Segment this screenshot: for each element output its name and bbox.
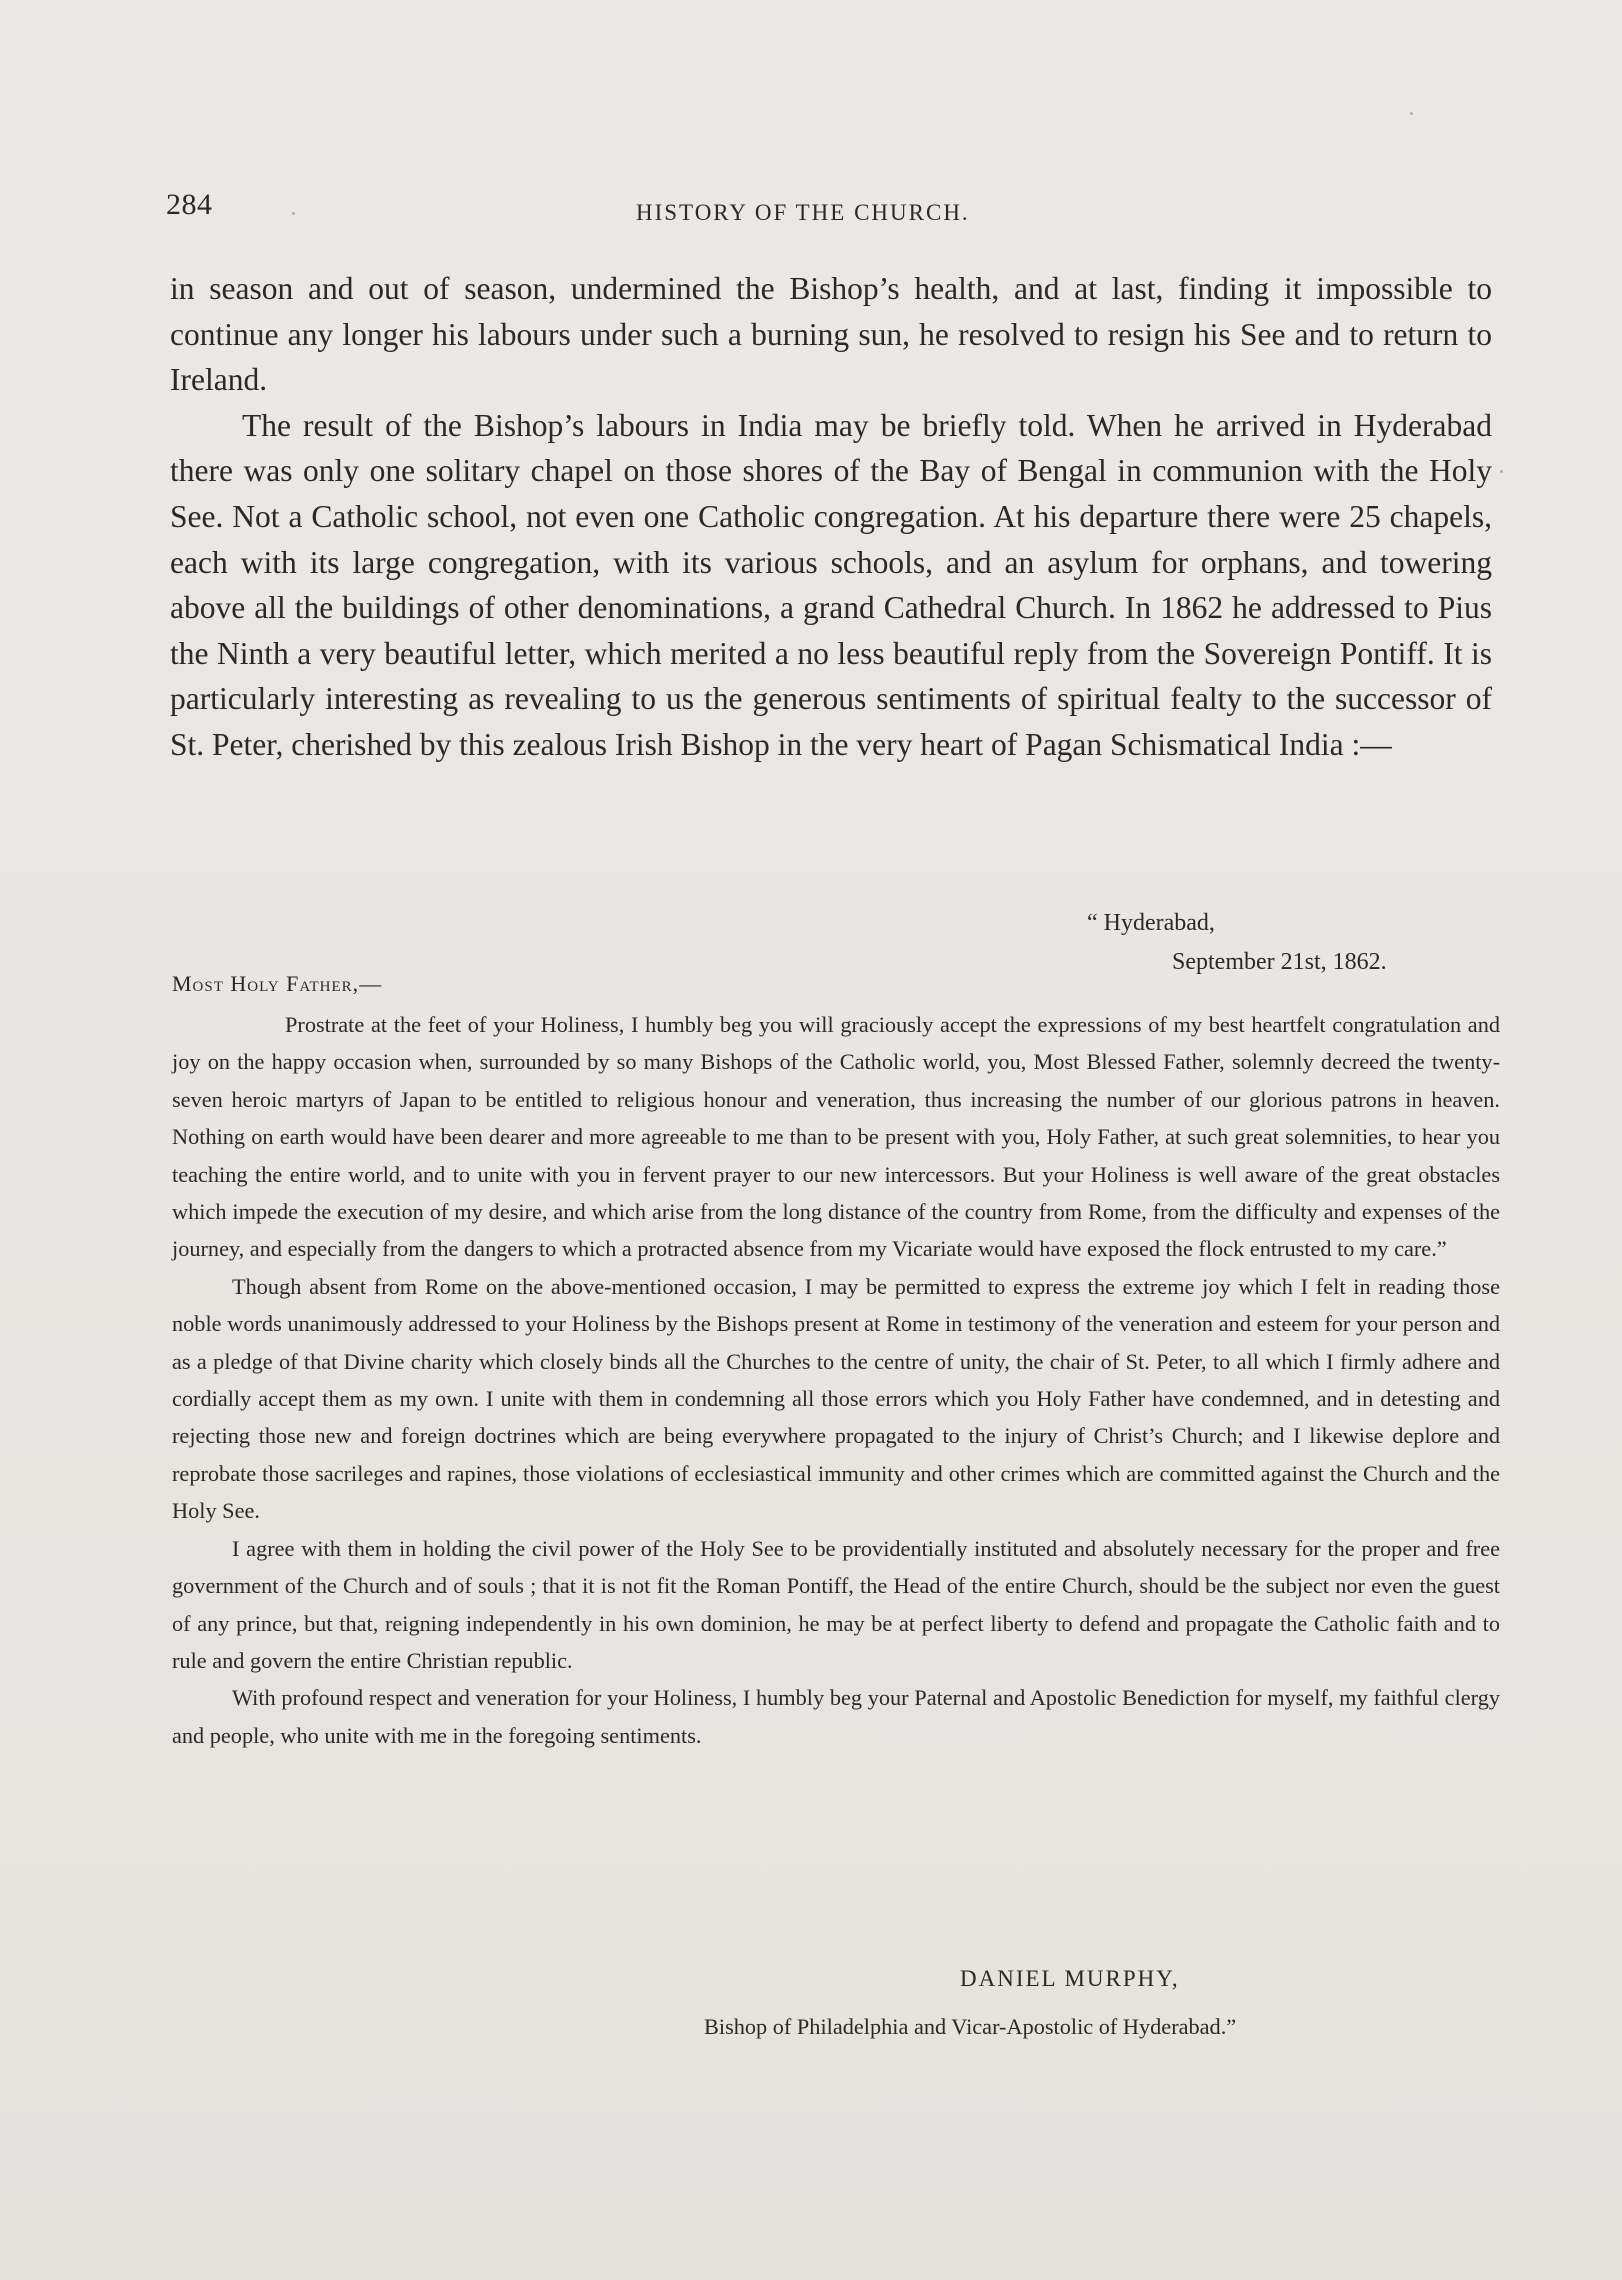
signature-name: DANIEL MURPHY,	[960, 1966, 1180, 1991]
main-text	[170, 266, 1492, 768]
paper-speck	[1410, 112, 1413, 115]
page-number: 284	[166, 188, 213, 221]
running-title: HISTORY OF THE CHURCH.	[636, 200, 970, 225]
body-paragraph-2: The result of the Bishop’s labours in India may be briefly told. When he arrived in Hyderabad there was only one solitary chapel on those shores of the Bay of Bengal in communion with the Holy See. Not a Catholic school, not even one Catholic congregation. At his departure there were 25 chapels, each with its large congregation, with its various schools, and an asylum for orphans, and towering above all the buildings of other denominations, a grand Cathedral Church. In 1862 he addressed to Pius the Ninth a very beautiful letter, which merited a no less beautiful reply from the Sovereign Pontiff. It is particularly interesting as revealing to us the generous sentiments of spiritual fealty to the successor of St. Peter, cherished by this zealous Irish Bishop in the very heart of Pagan Schismatical India :—	[170, 407, 1492, 762]
letter-paragraph-3: I agree with them in holding the civil power of the Holy See to be providentially instituted and absolutely necessary for the proper and free government of the Church and of souls ; that it is not fit the Roman Pontiff, the Head of the entire Church, should be the subject nor even the guest of any prince, but that, reigning independently in his own dominion, he may be at perfect liberty to defend and propagate the Catholic faith and to rule and govern the entire Christian republic.	[172, 1535, 1500, 1673]
letter-date: September 21st, 1862.	[1172, 949, 1387, 975]
signature-title: Bishop of Philadelphia and Vicar-Apostolic of Hyderabad.”	[704, 2014, 1237, 2039]
letter-place: “ Hyderabad,	[1087, 910, 1215, 936]
letter-paragraph-1: Prostrate at the feet of your Holiness, I humbly beg you will graciously accept the expressions of my best heartfelt congratulation and joy on the happy occasion when, surrounded by so many Bishops of the Catholic world, you, Most Blessed Father, solemnly decreed the twenty-seven heroic martyrs of Japan to be entitled to religious honour and veneration, thus increasing the number of our glorious patrons in heaven. Nothing on earth would have been dearer and more agreeable to me than to be present with you, Holy Father, at such great solemnities, to hear you teaching the entire world, and to unite with you in fervent prayer to our new intercessors. But your Holiness is well aware of the great obstacles which impede the execution of my desire, and which arise from the long distance of the country from Rome, from the difficulty and expenses of the journey, and especially from the dangers to which a protracted absence from my Vicariate would have exposed the flock entrusted to my care.”	[172, 1012, 1500, 1262]
letter-body	[172, 1006, 1500, 1754]
page-header	[166, 188, 1486, 228]
paper-speck	[292, 212, 295, 215]
letter-paragraph-2: Though absent from Rome on the above-mentioned occasion, I may be permitted to express the extreme joy which I felt in reading those noble words unanimously addressed to your Holiness by the Bishops present at Rome in testimony of the veneration and esteem for your person and as a pledge of that Divine charity which closely binds all the Churches to the centre of unity, the chair of St. Peter, to all which I firmly adhere and cordially accept them as my own. I unite with them in condemning all those errors which you Holy Father have condemned, and in detesting and rejecting those new and foreign doctrines which are being everywhere propagated to the injury of Christ’s Church; and I likewise deplore and reprobate those sacrileges and rapines, those violations of ecclesiastical immunity and other crimes which are committed against the Church and the Holy See.	[172, 1273, 1500, 1524]
paper-speck	[1500, 470, 1503, 473]
body-paragraph-1: in season and out of season, undermined the Bishop’s health, and at last, finding it impossible to continue any longer his labours under such a burning sun, he resolved to resign his See and to return to Ireland.	[170, 271, 1492, 398]
letter-salutation: Most Holy Father,—	[172, 971, 383, 996]
letter-paragraph-4: With profound respect and veneration for your Holiness, I humbly beg your Paternal and Apostolic Benediction for myself, my faithful clergy and people, who unite with me in the foregoing sentiments.	[172, 1685, 1500, 1748]
